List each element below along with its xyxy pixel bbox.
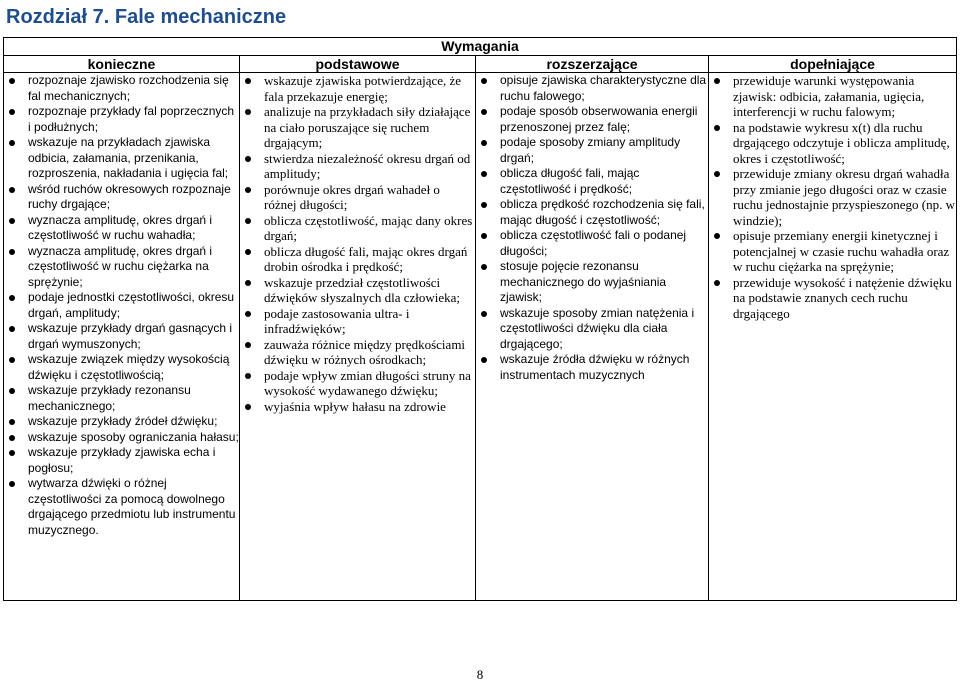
bullet-icon [245,404,251,410]
list-item-text: wyznacza amplitudę, okres drgań i częstotliwość w ruchu ciężarka na sprężynie; [28,243,213,289]
bullet-icon [481,233,487,239]
list-item [240,151,475,182]
list-item-text: oblicza częstotliwość fali o podanej długości; [500,228,687,258]
list-item [4,414,239,430]
list-item [709,166,956,228]
column-header-konieczne: konieczne [4,56,240,73]
bullet-icon [245,342,251,348]
list-item-text: wskazuje sposoby zmian natężenia i częstotliwości dźwięku dla ciała drgającego; [500,305,695,351]
column-konieczne [4,73,240,601]
list-item-text: podaje sposoby zmiany amplitudy drgań; [500,135,681,165]
list-item-text: rozpoznaje przykłady fal poprzecznych i podłużnych; [28,104,235,134]
list-item-text: analizuje na przykładach siły działające na ciało poruszające się ruchem drgającym; [264,104,471,150]
list-item-text: wskazuje przykłady zjawiska echa i pogłosu; [28,445,216,475]
bullet-icon [9,450,15,456]
bullet-icon [481,78,487,84]
list-item-text: oblicza długość fali, mając okres drgań drobin ośrodka i prędkość; [264,243,468,274]
list-item-text: stosuje pojęcie rezonansu mechanicznego do wyjaśniania zjawisk; [500,259,667,304]
list-item [4,352,239,383]
list-item [240,275,475,306]
bullet-icon [9,187,15,193]
list-item [240,306,475,337]
list-item [4,244,239,291]
list-item [4,73,239,104]
list-item [4,476,239,538]
list-item-text: wytwarza dźwięki o różnej częstotliwości za pomocą dowolnego drgającego przedmiotu lub instrumentu muzycznego. [28,476,236,537]
list-item [4,104,239,135]
bullet-icon [9,140,15,146]
list-item [240,337,475,368]
bullet-icon [9,357,15,363]
bullet-icon [714,125,720,131]
list-item-text: wyznacza amplitudę, okres drgań i częstotliwość w ruchu wahadła; [28,212,213,242]
list-item [709,120,956,167]
list-item-text: rozpoznaje zjawisko rozchodzenia się fal mechanicznych; [28,73,229,103]
bullet-icon [9,78,15,84]
list-item [476,197,708,228]
bullet-icon [9,218,15,224]
column-dopelniajace [709,73,957,601]
bullet-icon [9,388,15,394]
list-item-text: zauważa różnice między prędkościami dźwięku w różnych ośrodkach; [264,336,466,367]
bullet-icon [481,357,487,363]
list-item [476,73,708,104]
bullet-icon [245,78,251,84]
bullet-icon [9,249,15,255]
list-item-text: wskazuje sposoby ograniczania hałasu; [28,429,239,444]
list-item-text: wśród ruchów okresowych rozpoznaje ruchy drgające; [28,181,231,211]
list-item [476,306,708,353]
bullet-icon [9,419,15,425]
requirements-table [3,37,957,601]
bullet-icon [245,311,251,317]
list-item-text: oblicza częstotliwość, mając dany okres drgań; [264,212,473,243]
list-item-text: wskazuje źródła dźwięku w różnych instrumentach muzycznych [500,352,690,382]
list-item [709,228,956,275]
bullet-icon [245,156,251,162]
bullet-icon [245,187,251,193]
bullet-icon [481,171,487,177]
bullet-icon [245,373,251,379]
list-item [709,275,956,322]
bullet-icon [481,311,487,317]
bullet-icon [481,140,487,146]
list-item-text: wskazuje przykłady źródeł dźwięku; [28,414,218,428]
bullet-icon [714,280,720,286]
bullet-icon [245,280,251,286]
list-item-text: opisuje przemiany energii kinetycznej i potencjalnej w czasie ruchu wahadła oraz w ruchu ciężarka na sprężynie; [733,228,950,274]
bullet-icon [714,78,720,84]
list-item [240,213,475,244]
bullet-icon [9,109,15,115]
bullet-icon [9,295,15,301]
list-item-text: podaje jednostki częstotliwości, okresu drgań, amplitudy; [28,290,235,320]
list-item-text: stwierdza niezależność okresu drgań od amplitudy; [264,150,471,181]
list-item [476,228,708,259]
list-item-text: podaje sposób obserwowania energii przenoszonej przez falę; [500,104,698,134]
list-item-text: wskazuje przykłady rezonansu mechanicznego; [28,383,191,413]
list-item [4,182,239,213]
bullet-icon [9,481,15,487]
list-item-text: podaje zastosowania ultra- i infradźwięków; [264,305,410,336]
list-item-text: opisuje zjawiska charakterystyczne dla ruchu falowego; [500,73,707,103]
list-item [476,352,708,383]
list-item-text: wskazuje związek między wysokością dźwięku i częstotliwością; [28,352,230,382]
list-item [240,182,475,213]
list-item-text: przewiduje wysokość i natężenie dźwięku na podstawie znanych cech ruchu drgającego [733,274,952,321]
list-item [240,73,475,104]
list-item [240,399,475,415]
list-item [4,430,239,446]
list-item [4,321,239,352]
list-item [709,73,956,120]
list-item [4,290,239,321]
requirements-header: Wymagania [4,38,957,56]
list-item-text: przewiduje zmiany okresu drgań wahadła przy zmianie jego długości oraz w czasie ruchu jednostajnie przyspieszonego (np. w windzie); [733,166,956,228]
bullet-icon [9,326,15,332]
bullet-icon [245,218,251,224]
list-item-text: wskazuje przedział częstotliwości dźwięków słyszalnych dla człowieka; [264,274,461,305]
bullet-icon [481,202,487,208]
column-header-rozszerzajace: rozszerzające [476,56,709,73]
bullet-icon [245,109,251,115]
list-item-text: wyjaśnia wpływ hałasu na zdrowie [264,398,446,414]
list-item [240,368,475,399]
list-item [4,445,239,476]
bullet-icon [481,109,487,115]
list-item [476,104,708,135]
list-item-text: podaje wpływ zmian długości struny na wysokość wydawanego dźwięku; [264,367,471,398]
list-item [240,244,475,275]
bullet-icon [245,249,251,255]
bullet-icon [714,171,720,177]
bullet-icon [481,264,487,270]
list-item [4,135,239,182]
list-item [476,166,708,197]
page-number: 8 [476,667,484,682]
list-item [4,383,239,414]
list-item [240,104,475,151]
bullet-icon [9,435,15,441]
chapter-title: Rozdział 7. Fale mechaniczne [6,6,287,28]
list-item-text: wskazuje zjawiska potwierdzające, że fala przekazuje energię; [264,73,462,104]
list-item-text: porównuje okres drgań wahadeł o różnej długości; [264,181,440,212]
list-item-text: oblicza długość fali, mając częstotliwość i prędkość; [500,166,640,196]
list-item-text: przewiduje warunki występowania zjawisk: odbicia, załamania, ugięcia, interferencji w ruchu falowym; [733,73,925,119]
column-rozszerzajace [476,73,709,601]
column-header-podstawowe: podstawowe [240,56,476,73]
list-item-text: wskazuje przykłady drgań gasnących i drgań wymuszonych; [28,321,233,351]
list-item [4,213,239,244]
list-item [476,259,708,306]
list-item-text: oblicza prędkość rozchodzenia się fali, mając długość i częstotliwość; [500,197,705,227]
column-header-dopelniajace: dopełniające [709,56,957,73]
column-podstawowe [240,73,476,601]
list-item-text: na podstawie wykresu x(t) dla ruchu drgającego odczytuje i oblicza amplitudę, okres i częstotliwość; [733,119,950,166]
list-item-text: wskazuje na przykładach zjawiska odbicia, załamania, przenikania, rozproszenia, nakładania i ugięcia fal; [28,135,229,180]
bullet-icon [714,233,720,239]
list-item [476,135,708,166]
